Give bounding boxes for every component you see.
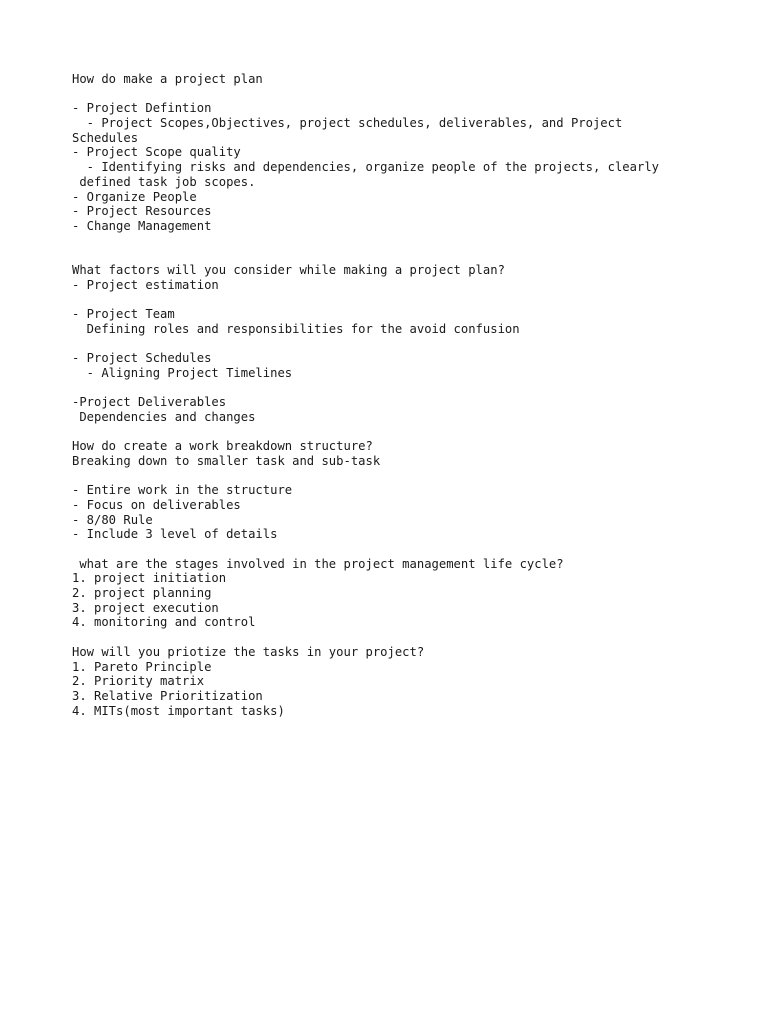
text-line: - Project Defintion xyxy=(72,101,212,116)
text-line: 2. project planning xyxy=(72,586,212,601)
text-line: - Identifying risks and dependencies, organize people of the projects, clearly xyxy=(72,160,659,175)
text-line: - Project Scope quality xyxy=(72,145,241,160)
text-line: - Entire work in the structure xyxy=(72,483,293,498)
text-line: What factors will you consider while making a project plan? xyxy=(72,262,505,277)
text-line: How do make a project plan xyxy=(72,72,263,86)
text-line xyxy=(72,380,712,395)
text-line: 4. MITs(most important tasks) xyxy=(72,703,285,718)
text-line xyxy=(72,248,712,263)
text-line: Schedules xyxy=(72,130,139,145)
text-line: - Project Team xyxy=(72,307,175,321)
text-line: - Focus on deliverables xyxy=(72,497,241,512)
text-line: defined task job scopes. xyxy=(72,174,256,189)
text-line: - Project Scopes,Objectives, project schedules, deliverables, and Project xyxy=(72,116,623,131)
text-line: How will you priotize the tasks in your project? xyxy=(72,644,425,659)
text-line: Defining roles and responsibilities for the avoid confusion xyxy=(72,321,520,336)
text-line xyxy=(72,336,712,351)
text-line: - 8/80 Rule xyxy=(72,512,153,527)
text-line xyxy=(72,630,712,645)
text-line xyxy=(72,292,712,307)
text-line: - Organize People xyxy=(72,189,197,204)
text-line: How do create a work breakdown structure? xyxy=(72,439,373,454)
text-line: what are the stages involved in the project management life cycle? xyxy=(72,556,564,571)
text-line xyxy=(72,234,712,249)
text-line: 4. monitoring and control xyxy=(72,615,256,630)
text-line: - Aligning Project Timelines xyxy=(72,365,293,380)
text-line: -Project Deliverables xyxy=(72,395,227,410)
document-text xyxy=(72,72,712,718)
text-line xyxy=(72,87,712,102)
text-line: 3. project execution xyxy=(72,600,219,615)
text-line: 2. Priority matrix xyxy=(72,674,205,689)
text-line: Dependencies and changes xyxy=(72,409,256,424)
text-line xyxy=(72,425,712,440)
text-line: 1. Pareto Principle xyxy=(72,659,212,674)
text-line: - Include 3 level of details xyxy=(72,527,278,542)
text-line: - Project Resources xyxy=(72,204,212,219)
text-line: - Project Schedules xyxy=(72,351,212,366)
text-line: 1. project initiation xyxy=(72,571,227,586)
text-line: Breaking down to smaller task and sub-task xyxy=(72,453,381,468)
text-line: - Project estimation xyxy=(72,277,219,292)
text-line xyxy=(72,542,712,557)
text-line xyxy=(72,469,712,484)
text-line: - Change Management xyxy=(72,218,212,233)
text-line: 3. Relative Prioritization xyxy=(72,688,263,703)
